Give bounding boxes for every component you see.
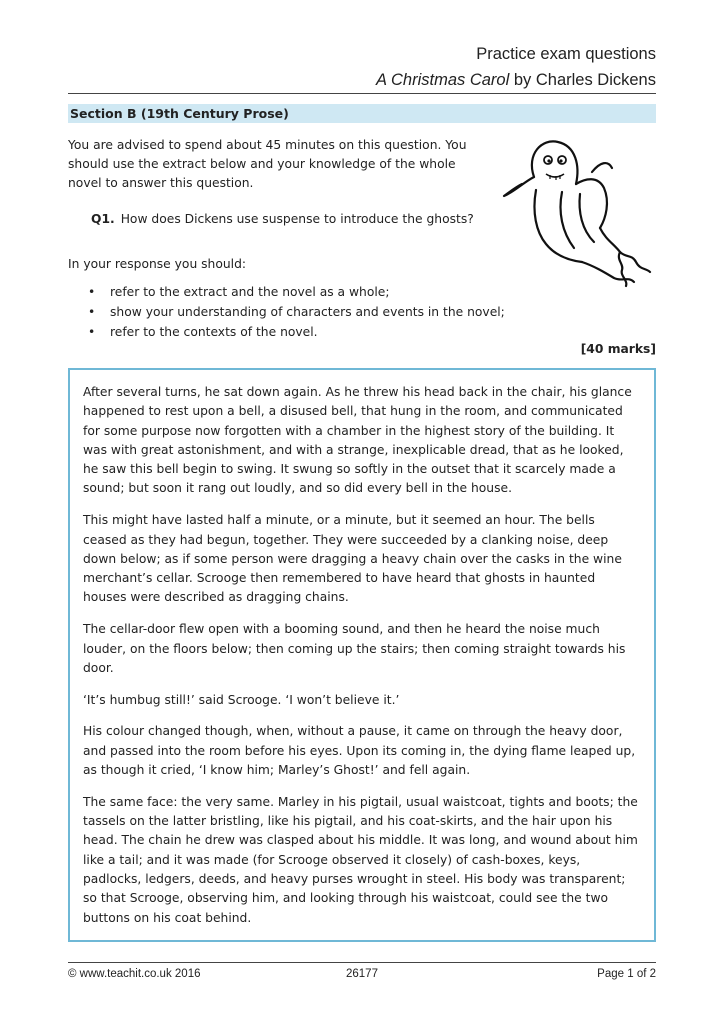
- instructions-text: You are advised to spend about 45 minutes on this question. You should use the extract below and your knowledge of the whole novel to answer this question.: [68, 138, 467, 190]
- ghost-icon: [496, 132, 656, 292]
- footer-code: 26177: [346, 968, 378, 980]
- question-line: [91, 210, 474, 229]
- extract-paragraph: After several turns, he sat down again. As he threw his head back in the chair, his glance happened to rest upon a bell, a disused bell, that hung in the room, and communicated for some purpose now forgotten with a chamber in the highest story of the building. It was with great astonishment, and with a strange, inexplicable dread, that as he looked, he saw this bell begin to swing. It swung so softly in the outset that it scarcely made a sound; but soon it rang out loudly, and so did every bell in the house.: [83, 385, 632, 496]
- marks-label: [40 marks]: [580, 342, 656, 356]
- question-number: Q1.: [91, 212, 115, 226]
- header-subtitle: Practice exam questions: [476, 45, 656, 63]
- question-text: How does Dickens use suspense to introduce the ghosts?: [120, 212, 474, 226]
- header-divider: [68, 93, 656, 94]
- response-intro: In your response you should:: [68, 257, 247, 271]
- list-item: • refer to the contexts of the novel.: [88, 322, 505, 342]
- section-heading: Section B (19th Century Prose): [68, 104, 656, 123]
- response-bullet-list: [88, 282, 505, 342]
- book-author: by Charles Dickens: [509, 71, 656, 89]
- footer-copyright: © www.teachit.co.uk 2016: [68, 968, 201, 980]
- extract-paragraph: The same face: the very same. Marley in his pigtail, usual waistcoat, tights and boots; the tassels on the latter bristling, like his pigtail, and his coat-skirts, and the hair upon his head. The chain he drew was clasped about his middle. It was long, and wound about him like a tail; and it was made (for Scrooge observed it closely) of cash-boxes, keys, padlocks, ledgers, deeds, and heavy purses wrought in steel. His body was transparent; so that Scrooge, observing him, and looking through his waistcoat, could see the two buttons on his coat behind.: [83, 794, 638, 925]
- extract-paragraph: The cellar-door flew open with a booming sound, and then he heard the noise much louder, on the floors below; then coming up the stairs; then coming straight towards his door.: [83, 622, 626, 675]
- footer-page-number: Page 1 of 2: [597, 968, 656, 980]
- list-item: • show your understanding of characters and events in the novel;: [88, 302, 505, 322]
- page-header: [376, 44, 656, 90]
- footer-divider: [68, 962, 656, 963]
- extract-box: [68, 368, 656, 942]
- header-title: [376, 70, 656, 90]
- extract-paragraph: This might have lasted half a minute, or a minute, but it seemed an hour. The bells ceased as they had begun, together. They were succeeded by a clanking noise, deep down below; as if some person were dragging a heavy chain over the casks in the wine merchant’s cellar. Scrooge then remembered to have heard that ghosts in haunted houses were described as dragging chains.: [83, 513, 622, 605]
- list-item: • refer to the extract and the novel as a whole;: [88, 282, 505, 302]
- extract-paragraph: ‘It’s humbug still!’ said Scrooge. ‘I won’t believe it.’: [83, 692, 400, 707]
- book-title: A Christmas Carol: [376, 71, 510, 89]
- extract-paragraph: His colour changed though, when, without a pause, it came on through the heavy door, and passed into the room before his eyes. Upon its coming in, the dying flame leaped up, as though it cried, ‘I know him; Marley’s Ghost!’ and fell again.: [83, 724, 636, 778]
